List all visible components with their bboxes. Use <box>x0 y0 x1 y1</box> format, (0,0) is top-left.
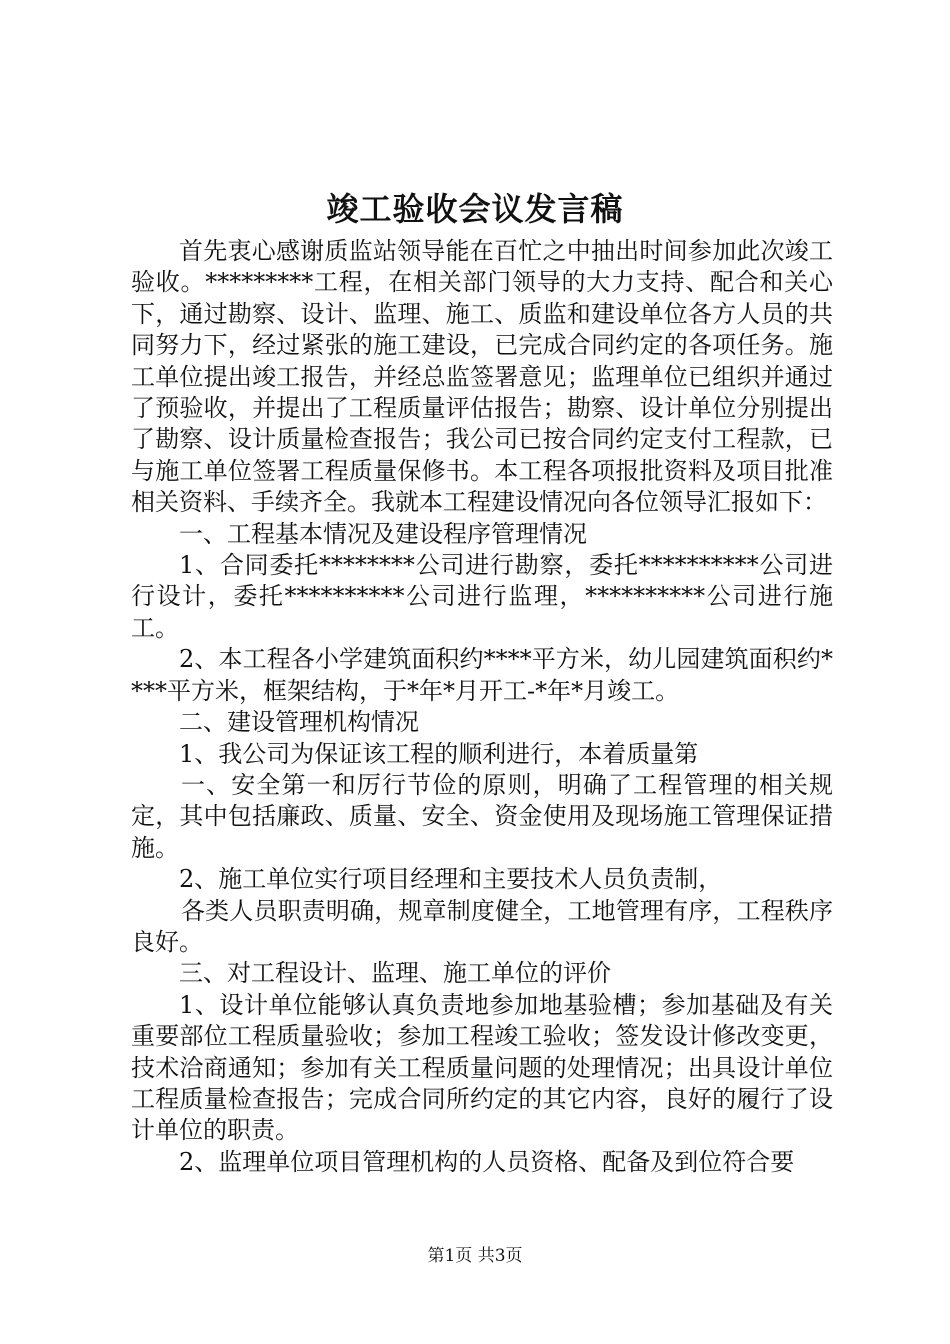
page-footer: 第1页 共3页 <box>427 1246 523 1266</box>
paragraph-management-1-cont: 一、安全第一和厉行节俭的原则，明确了工程管理的相关规定，其中包括廉政、质量、安全、资金使用及现场施工管理保证措施。 <box>131 770 833 862</box>
paragraph-contracts: 1、合同委托********公司进行勘察，委托**********公司进行设计，委托**********公司进行监理，**********公司进行施工。 <box>131 551 833 642</box>
paragraph-management-2-cont: 各类人员职责明确，规章制度健全，工地管理有序，工程秩序良好。 <box>131 896 833 956</box>
paragraph-management-2: 2、施工单位实行项目经理和主要技术人员负责制， <box>179 865 723 894</box>
section-heading-1: 一、工程基本情况及建设程序管理情况 <box>179 519 587 548</box>
paragraph-building-area: 2、本工程各小学建筑面积约****平方米，幼儿园建筑面积约****平方米，框架结构，于*年*月开工-*年*月竣工。 <box>131 645 833 705</box>
paragraph-intro: 首先衷心感谢质监站领导能在百忙之中抽出时间参加此次竣工验收。*********工程，在相关部门领导的大力支持、配合和关心下，通过勘察、设计、监理、施工、质监和建设单位各方人员的共同努力下，经过紧张的施工建设，已完成合同约定的各项任务。施工单位提出竣工报告，并经总监签署意见；监理单位已组织并通过了预验收，并提出了工程质量评估报告；勘察、设计单位分别提出了勘察、设计质量检查报告；我公司已按合同约定支付工程款，已与施工单位签署工程质量保修书。本工程各项报批资料及项目批准相关资料、手续齐全。我就本工程建设情况向各位领导汇报如下： <box>131 237 833 517</box>
paragraph-design-evaluation: 1、设计单位能够认真负责地参加地基验槽；参加基础及有关重要部位工程质量验收；参加工程竣工验收；签发设计修改变更，技术洽商通知；参加有关工程质量问题的处理情况；出具设计单位工程质量检查报告；完成合同所约定的其它内容，良好的履行了设计单位的职责。 <box>131 990 833 1145</box>
section-heading-2: 二、建设管理机构情况 <box>179 708 419 737</box>
document-title: 竣工验收会议发言稿 <box>326 190 624 228</box>
paragraph-management-1: 1、我公司为保证该工程的顺利进行，本着质量第 <box>179 739 699 768</box>
section-heading-3: 三、对工程设计、监理、施工单位的评价 <box>179 959 611 988</box>
document-body <box>131 236 833 1178</box>
paragraph-supervision-evaluation: 2、监理单位项目管理机构的人员资格、配备及到位符合要 <box>179 1147 795 1176</box>
